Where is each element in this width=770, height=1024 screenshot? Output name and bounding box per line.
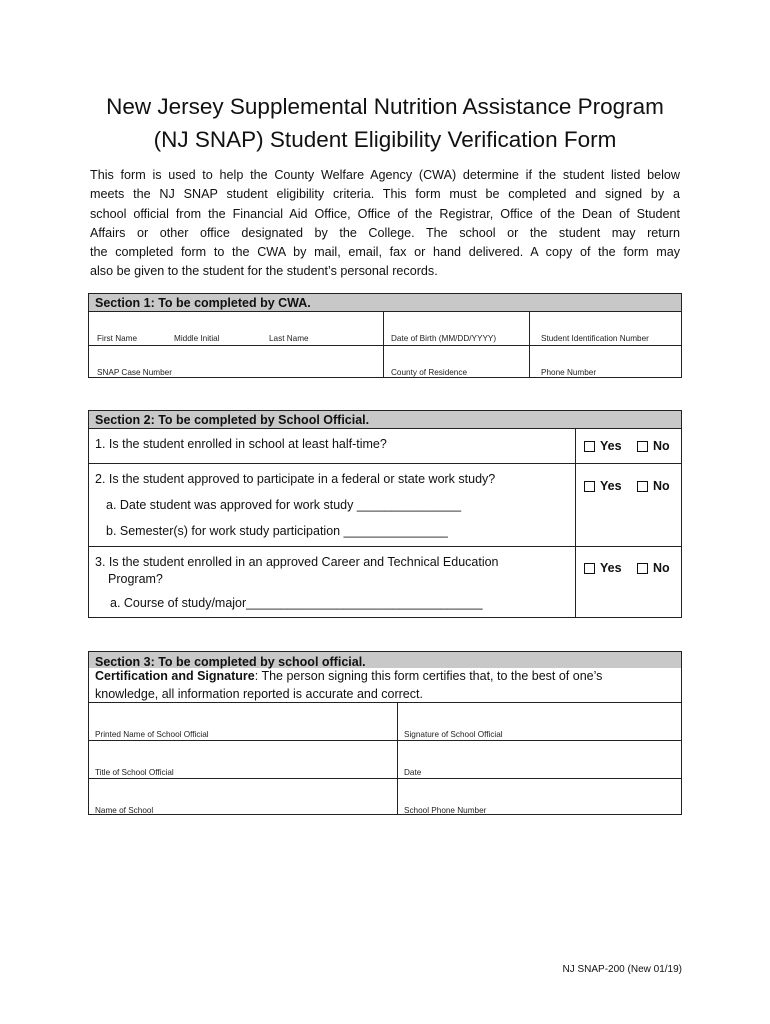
q1-yes-label: Yes [600,439,622,453]
phone-number-field[interactable]: Phone Number [541,368,597,377]
q3-no-label: No [653,561,670,575]
printed-name-field[interactable]: Printed Name of School Official [95,730,209,739]
question-2b-work-study-semester[interactable]: b. Semester(s) for work study participation _______________ [106,524,448,538]
intro-line: also be given to the student for the student’s personal records. [90,264,438,279]
form-title-line-2: (NJ SNAP) Student Eligibility Verification Form [153,127,617,152]
q1-no-option[interactable] [637,439,670,453]
q1-no-label: No [653,439,670,453]
snap-case-number-field[interactable]: SNAP Case Number [97,368,172,377]
school-phone-field[interactable]: School Phone Number [404,806,487,815]
section-1-table [88,293,682,378]
q1-yes-checkbox[interactable] [584,441,595,452]
intro-line: school official from the Financial Aid Office, Office of the Registrar, Office of the Dean of Student [90,206,680,221]
form-title-line-1: New Jersey Supplemental Nutrition Assistance Program [106,94,664,119]
county-of-residence-field[interactable]: County of Residence [391,368,468,377]
certification-text-2: knowledge, all information reported is accurate and correct. [95,687,423,701]
certification-statement [95,668,602,684]
q3-no-option[interactable] [637,561,670,575]
middle-initial-field[interactable]: Middle Initial [174,334,220,343]
q3-yes-label: Yes [600,561,622,575]
q2-yes-label: Yes [600,479,622,493]
question-2a-work-study-date[interactable]: a. Date student was approved for work study _______________ [106,498,462,512]
question-1: 1. Is the student enrolled in school at least half-time? [95,437,387,451]
q1-no-checkbox[interactable] [637,441,648,452]
question-2: 2. Is the student approved to participate in a federal or state work study? [95,472,496,486]
date-of-birth-field[interactable]: Date of Birth (MM/DD/YYYY) [391,334,497,343]
intro-paragraph [90,166,680,282]
intro-line: meets the NJ SNAP student eligibility criteria. This form must be completed and signed by a [90,187,680,202]
section-3-table [88,651,682,815]
section-2-heading: Section 2: To be completed by School Official. [89,411,681,429]
q1-yes-option[interactable] [584,439,622,453]
signature-field[interactable]: Signature of School Official [404,730,503,739]
q3-no-checkbox[interactable] [637,563,648,574]
first-name-field[interactable]: First Name [97,334,138,343]
section-1-heading: Section 1: To be completed by CWA. [89,294,681,312]
q3-yes-option[interactable] [584,561,622,575]
form-number-footer: NJ SNAP-200 (New 01/19) [562,964,682,975]
q2-no-checkbox[interactable] [637,481,648,492]
official-title-field[interactable]: Title of School Official [95,768,174,777]
intro-line: This form is used to help the County Welfare Agency (CWA) determine if the student listed below [90,168,680,182]
last-name-field[interactable]: Last Name [269,334,309,343]
q2-yes-option[interactable] [584,479,622,493]
question-3-line-1: 3. Is the student enrolled in an approved Career and Technical Education [95,555,499,569]
q2-no-label: No [653,479,670,493]
certification-text-1: : The person signing this form certifies that, to the best of one’s [254,669,603,683]
q2-no-option[interactable] [637,479,670,493]
question-3-line-2: Program? [108,572,163,586]
intro-line: Affairs or other office designated by the College. The school or the student may return [90,225,680,240]
intro-line: the completed form to the CWA by mail, email, fax or hand delivered. A copy of the form may [90,245,680,260]
certification-label: Certification and Signature [95,669,255,683]
question-3a-course-of-study[interactable]: a. Course of study/major__________________________________ [110,596,483,610]
section-2-table [88,410,682,618]
student-id-field[interactable]: Student Identification Number [541,334,649,343]
q3-yes-checkbox[interactable] [584,563,595,574]
school-name-field[interactable]: Name of School [95,806,154,815]
section-3-heading: Section 3: To be completed by school official. [89,652,681,668]
date-field[interactable]: Date [404,768,422,777]
q2-yes-checkbox[interactable] [584,481,595,492]
form-title [60,90,710,156]
